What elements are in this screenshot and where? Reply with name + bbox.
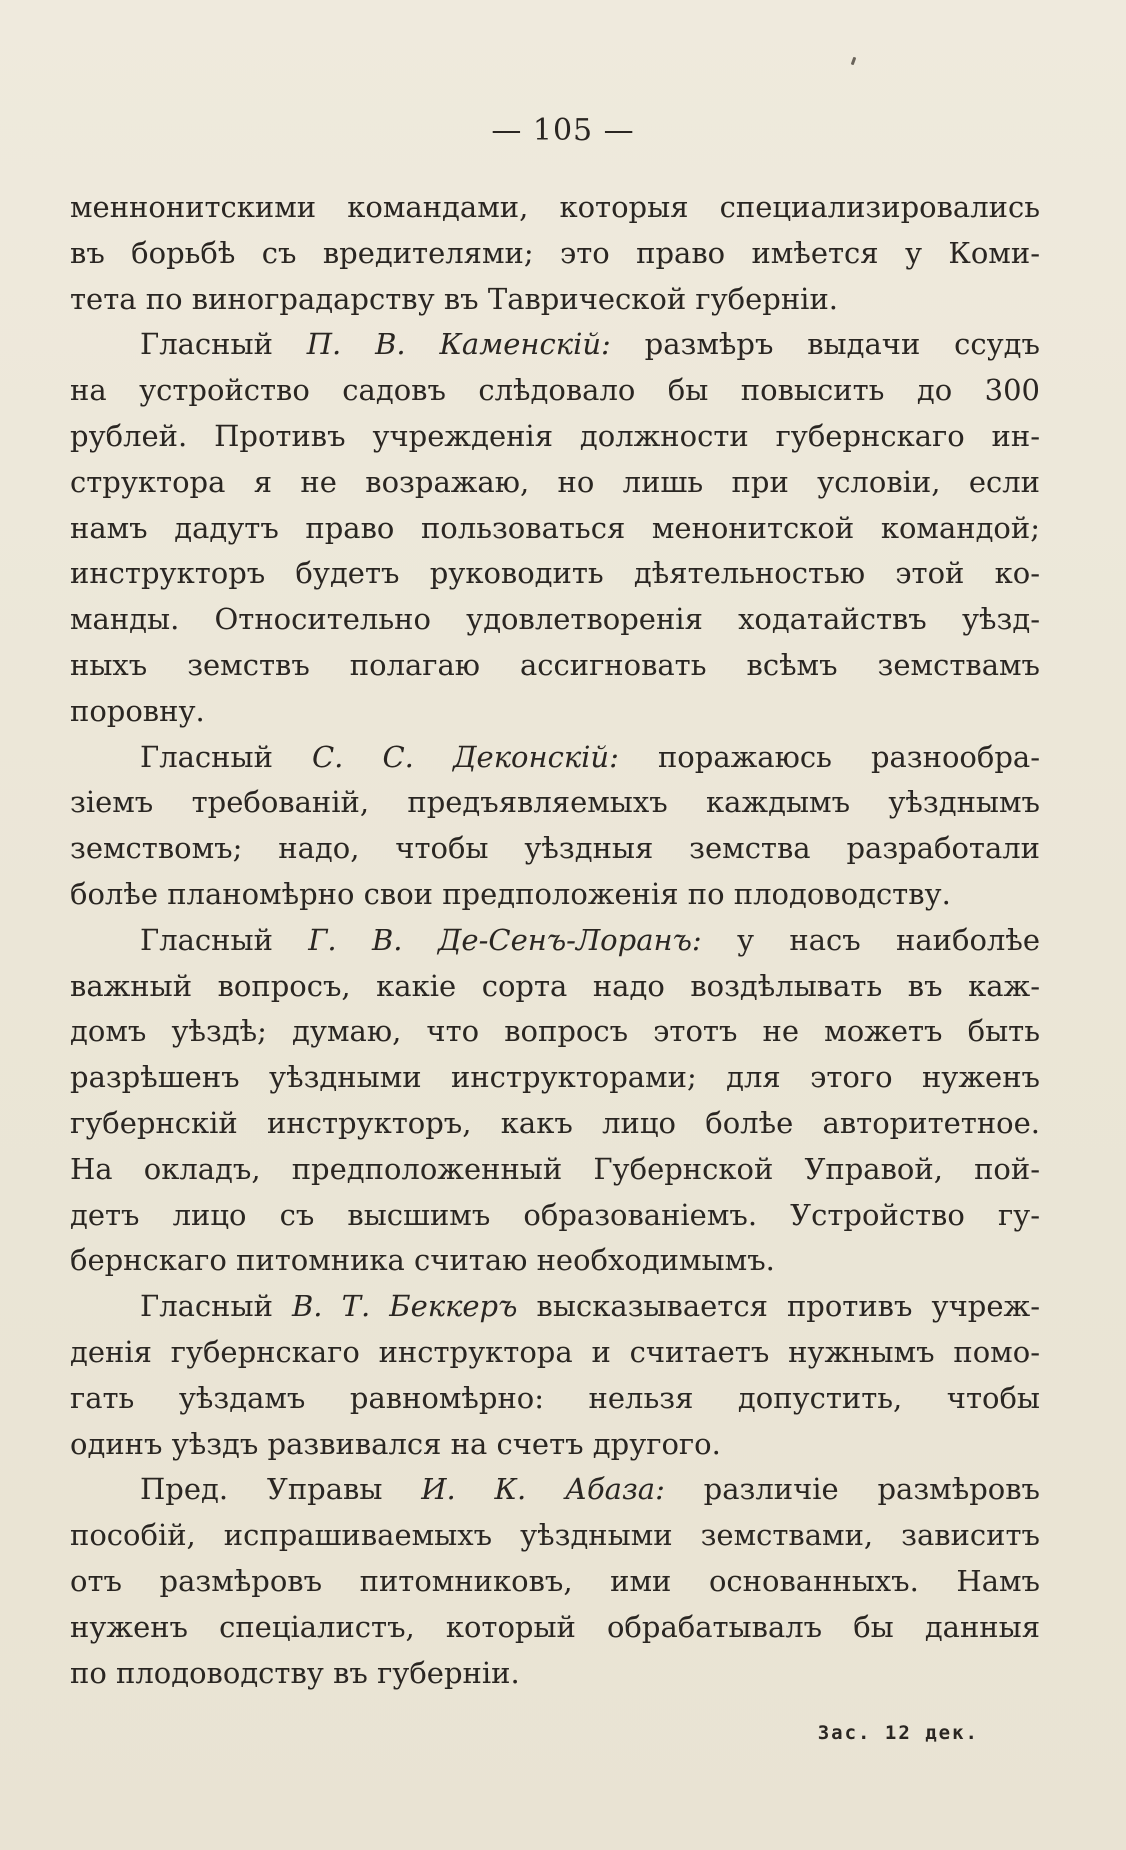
speaker-line bbox=[70, 322, 1040, 368]
text-line: пособій, испрашиваемыхъ уѣздными земствами, зависитъ bbox=[70, 1518, 1040, 1553]
speaker-prefix: Гласный bbox=[140, 739, 312, 774]
text-line: гать уѣздамъ равномѣрно: нельзя допустить, чтобы bbox=[70, 1380, 1040, 1415]
speaker-remark: поражаюсь разнообра- bbox=[618, 739, 1040, 774]
text-line: ныхъ земствъ полагаю ассигновать всѣмъ земствамъ bbox=[70, 647, 1040, 682]
text-line: въ борьбѣ съ вредителями; это право имѣется у Коми- bbox=[70, 235, 1040, 270]
speaker-name: С. С. Деконскій: bbox=[311, 739, 619, 774]
text-line: домъ уѣздѣ; думаю, что вопросъ этотъ не можетъ быть bbox=[70, 1014, 1040, 1049]
text-line: на устройство садовъ слѣдовало бы повысить до 300 bbox=[70, 373, 1040, 408]
body-text bbox=[70, 185, 1040, 1696]
signature-mark: Зас. 12 дек. bbox=[817, 1722, 979, 1744]
text-line: болѣе планомѣрно свои предположенія по плодоводству. bbox=[70, 876, 951, 911]
speaker-name: И. К. Абаза: bbox=[421, 1472, 665, 1507]
text-line: манды. Относительно удовлетворенія ходатайствъ уѣзд- bbox=[70, 602, 1040, 637]
speaker-prefix: Гласный bbox=[140, 1289, 292, 1324]
text-line: земствомъ; надо, чтобы уѣздныя земства разработали bbox=[70, 831, 1040, 866]
text-line: тета по виноградарству въ Таврической губерніи. bbox=[70, 281, 839, 316]
speaker-remark: у насъ наиболѣе bbox=[701, 922, 1040, 957]
speaker-name: Г. В. Де-Сенъ-Лоранъ: bbox=[308, 922, 702, 957]
text-line: отъ размѣровъ питомниковъ, ими основанныхъ. Намъ bbox=[70, 1563, 1040, 1598]
speaker-prefix: Гласный bbox=[140, 327, 307, 362]
speaker-line bbox=[70, 735, 1040, 781]
text-line: бернскаго питомника считаю необходимымъ. bbox=[70, 1243, 775, 1278]
text-line: структора я не возражаю, но лишь при условіи, если bbox=[70, 464, 1040, 499]
page-number: — 105 — bbox=[491, 113, 635, 148]
speaker-remark: размѣръ выдачи ссудъ bbox=[610, 327, 1040, 362]
text-line: детъ лицо съ высшимъ образованіемъ. Устройство гу- bbox=[70, 1197, 1040, 1232]
speaker-remark: высказывается противъ учреж- bbox=[517, 1289, 1040, 1324]
speaker-prefix: Пред. Управы bbox=[140, 1472, 422, 1507]
speaker-line bbox=[70, 918, 1040, 964]
text-line: нуженъ спеціалистъ, который обрабатывалъ бы данныя bbox=[70, 1609, 1040, 1644]
text-line: инструкторъ будетъ руководить дѣятельностью этой ко- bbox=[70, 556, 1040, 591]
text-line: разрѣшенъ уѣздными инструкторами; для этого нуженъ bbox=[70, 1060, 1040, 1095]
speaker-remark: различіе размѣровъ bbox=[664, 1472, 1041, 1507]
speaker-line bbox=[70, 1284, 1040, 1330]
text-line: зіемъ требованій, предъявляемыхъ каждымъ уѣзднымъ bbox=[70, 785, 1040, 820]
speaker-name: П. В. Каменскій: bbox=[306, 327, 611, 362]
text-line: по плодоводству въ губерніи. bbox=[70, 1655, 520, 1690]
speaker-prefix: Гласный bbox=[140, 922, 309, 957]
text-line: одинъ уѣздъ развивался на счетъ другого. bbox=[70, 1426, 721, 1461]
text-line: денія губернскаго инструктора и считаетъ нужнымъ помо- bbox=[70, 1334, 1040, 1369]
speaker-line bbox=[70, 1467, 1040, 1513]
text-line: меннонитскими командами, которыя специализировались bbox=[70, 190, 1040, 224]
text-line: губернскій инструкторъ, какъ лицо болѣе авторитетное. bbox=[70, 1105, 1040, 1140]
text-line: На окладъ, предположенный Губернской Управой, пой- bbox=[70, 1151, 1040, 1186]
text-line: намъ дадутъ право пользоваться менонитской командой; bbox=[70, 510, 1040, 545]
ink-speck bbox=[851, 57, 857, 66]
text-line: важный вопросъ, какіе сорта надо воздѣлывать въ каж- bbox=[70, 968, 1040, 1003]
text-line: рублей. Противъ учрежденія должности губернскаго ин- bbox=[70, 418, 1040, 453]
speaker-name: В. Т. Беккеръ bbox=[292, 1289, 518, 1324]
text-line: поровну. bbox=[70, 693, 205, 728]
